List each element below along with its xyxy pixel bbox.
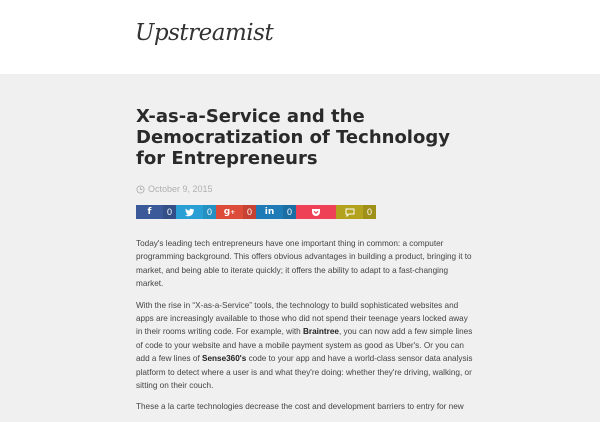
clock-icon <box>136 185 145 194</box>
comment-icon <box>336 205 363 219</box>
comments-button[interactable] <box>336 205 376 219</box>
braintree-link[interactable]: Braintree <box>303 327 339 337</box>
facebook-icon: f <box>147 207 152 217</box>
paragraph-3: These a la carte technologies decrease the cost and development barriers to entry for new <box>136 402 464 412</box>
share-googleplus-button[interactable] <box>216 205 256 219</box>
post-body <box>136 237 476 414</box>
twitter-count: 0 <box>203 205 216 219</box>
comments-count: 0 <box>363 205 376 219</box>
pocket-icon <box>296 205 336 219</box>
share-linkedin-button[interactable] <box>256 205 296 219</box>
paragraph-2 <box>136 299 476 393</box>
post-date <box>136 183 476 195</box>
site-logo[interactable]: Upstreamist <box>135 20 274 46</box>
share-facebook-button[interactable] <box>136 205 176 219</box>
paragraph-2-text-b: , you can now add a few simple lines of code to your website and have a mobile payment system as good as Uber's. Or you can add a few lines of <box>136 327 473 364</box>
paragraph-2-text-a: With the rise in “X-as-a-Service” tools, the technology to build sophisticated websites and apps are increasingly available to those who did not spend their teenage years locked away in their rooms writing code. For example, with <box>136 300 468 337</box>
site-header <box>0 0 600 74</box>
facebook-count: 0 <box>163 205 176 219</box>
paragraph-1: Today's leading tech entrepreneurs have one important thing in common: a computer programming background. This offers obvious advantages in building a product, bringing it to market, and being able to iterate quickly; it offers the ability to adapt to a fast-changing market. <box>136 239 472 289</box>
post-title: X-as-a-Service and the Democratization of Technology for Entrepreneurs <box>136 106 450 169</box>
twitter-icon <box>176 205 203 219</box>
googleplus-count: 0 <box>243 205 256 219</box>
share-twitter-button[interactable] <box>176 205 216 219</box>
googleplus-icon: g + <box>223 207 236 217</box>
post-content <box>136 106 476 422</box>
linkedin-icon: in <box>264 207 275 217</box>
share-bar <box>136 205 476 219</box>
sense360-link[interactable]: Sense360's <box>202 354 247 364</box>
share-pocket-button[interactable] <box>296 205 336 219</box>
linkedin-count: 0 <box>283 205 296 219</box>
post-date-text: October 9, 2015 <box>148 184 213 194</box>
paragraph-2-text-c: code to your app and have a world-class sensor data analysis platform to detect where a user is and what they're doing: whether they're driving, walking, or sitting on their couch. <box>136 354 473 391</box>
